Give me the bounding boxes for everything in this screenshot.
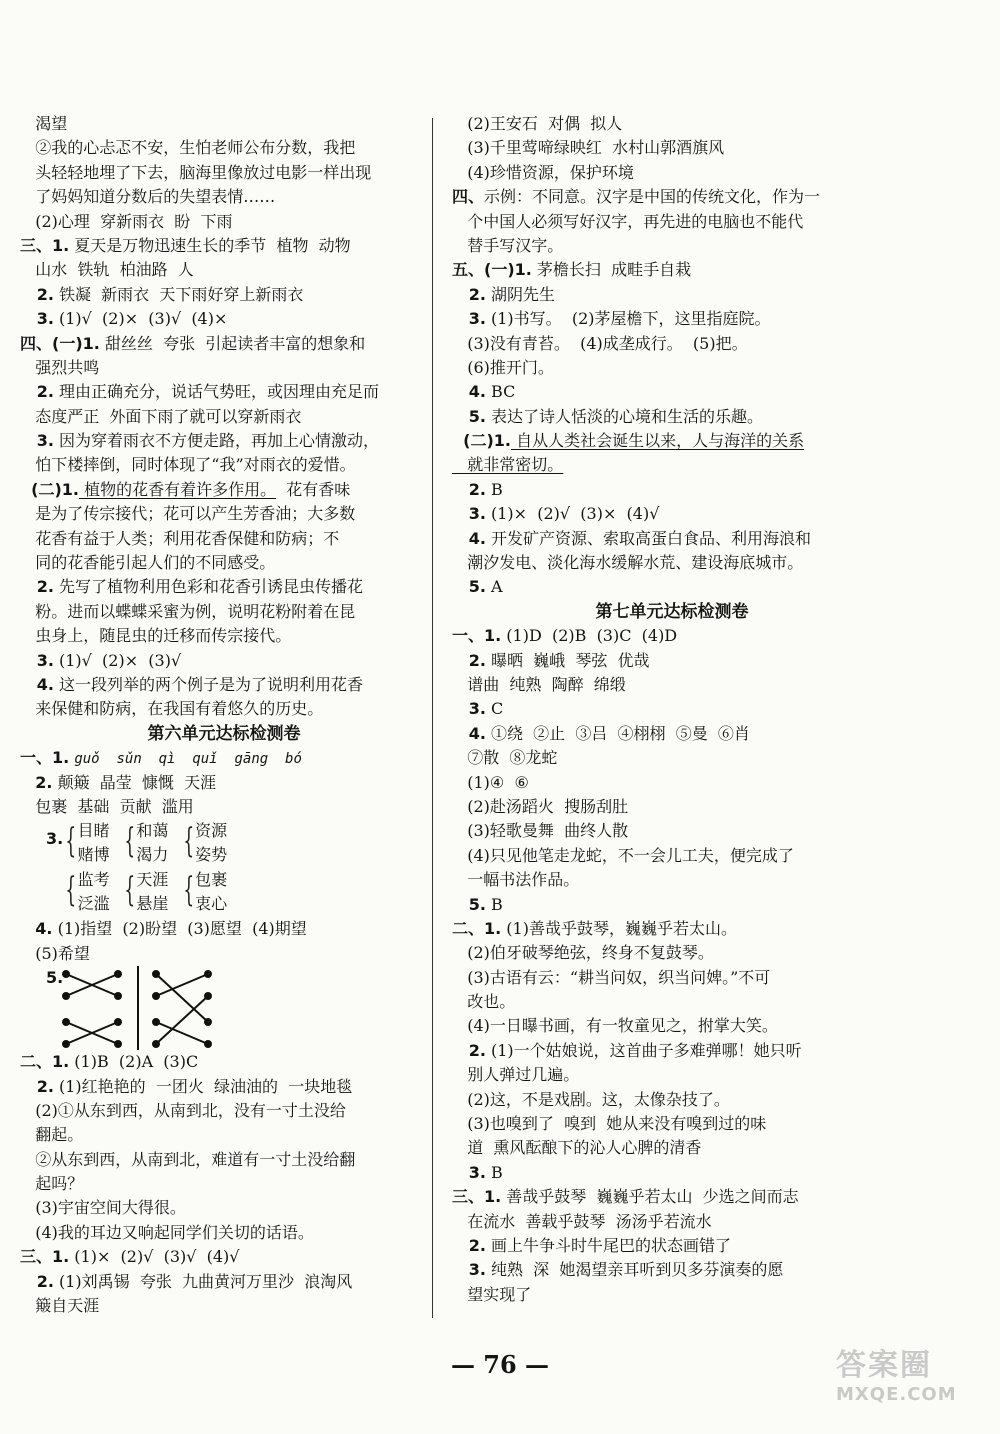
- answer-text: 山水 铁轨 柏油路 人: [20, 260, 194, 280]
- answer-line: [452, 575, 892, 599]
- answer-line: [20, 307, 428, 331]
- answer-line: [452, 307, 892, 331]
- answer-text: 先写了植物利用色彩和花香引诱昆虫传播花: [53, 577, 364, 597]
- answer-text: 甜丝丝 夸张 引起读者丰富的想象和: [99, 333, 366, 353]
- answer-text: 粉。进而以蝶蝶采蜜为例，说明花粉附着在昆: [20, 601, 356, 621]
- answer-text: 铁凝 新雨衣 天下雨好穿上新雨衣: [53, 284, 304, 304]
- answer-line: [452, 380, 892, 404]
- answer-line: [452, 210, 892, 234]
- answer-line: [452, 502, 892, 526]
- answer-text: 善哉乎鼓琴 巍巍乎若太山 少选之间而志: [501, 1187, 799, 1207]
- question-number: 4.: [20, 674, 54, 694]
- matching-diagram: [62, 966, 262, 1050]
- answer-line: [20, 453, 428, 477]
- answer-text: 强烈共鸣: [20, 357, 100, 377]
- answer-line: [452, 966, 892, 990]
- unit6-q5: [20, 966, 428, 1050]
- question-number: 5.: [452, 406, 486, 426]
- q-number: 一、1.: [20, 748, 70, 768]
- answer-line: [20, 332, 428, 356]
- q-number: 3.: [46, 829, 64, 849]
- answer-text: BC: [485, 382, 516, 402]
- answer-line: [452, 1234, 892, 1258]
- question-number: 3.: [452, 309, 486, 329]
- question-number: 2.: [452, 1235, 486, 1255]
- answer-line: [20, 1245, 428, 1269]
- answer-line: [452, 136, 892, 160]
- answer-text: 茅檐长扫 成畦手自栽: [531, 260, 692, 280]
- word-group: 天涯 悬崖: [136, 870, 169, 914]
- answer-text: (4)我的耳边又响起同学们关切的话语。: [20, 1222, 314, 1242]
- question-number: 2.: [452, 650, 486, 670]
- answer-text: 头轻轻地埋了下去，脑海里像放过电影一样出现: [20, 162, 372, 182]
- answer-line: [452, 1258, 892, 1282]
- answer-text: 态度严正 外面下雨了就可以穿新雨衣: [20, 406, 302, 426]
- answer-text: 谱曲 纯熟 陶醉 绵缎: [452, 674, 626, 694]
- answer-text: 花香有益于人类；利用花香保健和防病；不: [20, 528, 340, 548]
- page-number: — 76 —: [450, 1350, 550, 1379]
- answer-text: 开发矿产资源、索取高蛋白食品、利用海浪和: [485, 528, 812, 548]
- answer-line: [452, 1014, 892, 1038]
- question-number: 三、1.: [452, 1187, 502, 1207]
- answer-text: 怕下楼摔倒，同时体现了“我”对雨衣的爱惜。: [20, 455, 356, 475]
- answer-text: 渴望: [20, 114, 68, 133]
- underlined-answer: 植物的花香有着许多作用。: [78, 479, 277, 499]
- question-number: 3.: [452, 699, 486, 719]
- answer-line: [452, 332, 892, 356]
- brace-icon: {: [182, 821, 194, 862]
- brace-icon: {: [65, 821, 77, 862]
- answer-text: B: [485, 479, 503, 499]
- answer-text: (3)轻歌曼舞 曲终人散: [452, 821, 629, 841]
- answer-line: [452, 673, 892, 697]
- answer-line: [20, 1172, 428, 1196]
- answer-text: 簸自天涯: [20, 1296, 100, 1316]
- question-number: 二、1.: [20, 1052, 70, 1072]
- answer-line: [20, 478, 428, 502]
- answer-line: [20, 234, 428, 258]
- question-number: 一、1.: [452, 626, 502, 646]
- answer-line: [20, 1075, 428, 1099]
- answer-line: [452, 1283, 892, 1307]
- answer-line: [20, 1196, 428, 1220]
- answer-text: (3)也嗅到了 嗅到 她从来没有嗅到过的味: [452, 1114, 767, 1134]
- unit6-title: 第六单元达标检测卷: [147, 723, 301, 744]
- section-heading: 第七单元达标检测卷: [595, 601, 749, 622]
- answer-text: 道 熏风酝酿下的沁人心脾的清香: [452, 1138, 702, 1158]
- answer-line: [452, 844, 892, 868]
- answer-text: 替手写汉字。: [452, 235, 564, 255]
- answer-line: [20, 112, 428, 136]
- word-group: 监考 泛滥: [77, 870, 110, 914]
- answer-line: [452, 1161, 892, 1185]
- answer-text: 是为了传宗接代；花可以产生芳香油；大多数: [20, 504, 356, 524]
- answer-line: [20, 405, 428, 429]
- answer-text: 示例：不同意。汉字是中国的传统文化，作为一: [484, 187, 821, 207]
- answer-line: [452, 795, 892, 819]
- answer-line: [452, 1185, 892, 1209]
- question-number: 2.: [20, 1076, 54, 1096]
- brace-icon: {: [124, 821, 135, 862]
- answer-line: [452, 405, 892, 429]
- answer-text: 颠簸 晶莹 慷慨 天涯: [52, 772, 217, 792]
- answer-text: (1)书写。 (2)茅屋檐下，这里指庭院。: [485, 309, 771, 329]
- question-number: 3.: [20, 309, 54, 329]
- right-column: [452, 112, 892, 1307]
- answer-text: ②从东到西，从南到北，难道有一寸土没给翻: [20, 1149, 356, 1169]
- answer-line: [20, 575, 428, 599]
- answer-text: C: [485, 699, 504, 719]
- answer-line: [452, 1136, 892, 1160]
- unit6-q1: [20, 746, 428, 770]
- answer-line: [20, 258, 428, 282]
- answer-line: [20, 1099, 428, 1123]
- question-number: 2.: [452, 284, 486, 304]
- answer-line: [452, 917, 892, 941]
- answer-text: (1)√ (2)× (3)√: [53, 650, 182, 670]
- question-number: 2.: [20, 382, 54, 402]
- answer-line: [452, 990, 892, 1014]
- answer-text: (1)红艳艳的 一团火 绿油油的 一块地毯: [53, 1076, 353, 1096]
- answer-text: (1)善哉乎鼓琴，巍巍乎若太山。: [501, 918, 737, 938]
- answer-line: [452, 1210, 892, 1234]
- answer-line: [20, 502, 428, 526]
- question-number: 三、1.: [20, 235, 70, 255]
- answer-line: [20, 624, 428, 648]
- answer-line: [20, 356, 428, 380]
- answer-text: 了妈妈知道分数后的失望表情……: [20, 187, 276, 207]
- answer-line: [20, 649, 428, 673]
- answer-line: [20, 1148, 428, 1172]
- question-number: 2.: [20, 284, 54, 304]
- column-divider: [432, 118, 433, 1318]
- answer-text: 潮汐发电、淡化海水缓解水荒、建设海底城市。: [452, 553, 804, 573]
- answer-text: ①绕 ②止 ③吕 ④栩栩 ⑤曼 ⑥肖: [485, 723, 750, 743]
- question-number: 四、: [452, 187, 485, 207]
- answer-line: [20, 1294, 428, 1318]
- question-number: 2.: [20, 1271, 54, 1291]
- answer-text: 翻起。: [20, 1125, 84, 1145]
- answer-line: [452, 624, 892, 648]
- answer-text: 湖阴先生: [485, 284, 556, 304]
- question-number: 三、1.: [20, 1247, 70, 1267]
- answer-line: [452, 551, 892, 575]
- word-group: 资源 姿势: [195, 821, 228, 865]
- underlined-answer: 就非常密切。: [452, 455, 564, 475]
- answer-line: [20, 283, 428, 307]
- answer-text: (1)④ ⑥: [452, 772, 529, 792]
- question-number: 五、(一)1.: [452, 260, 532, 280]
- answer-line: [452, 746, 892, 770]
- unit6-q3: [20, 819, 428, 917]
- answer-text: (2)王安石 对偶 拟人: [452, 114, 623, 133]
- answer-text: 理由正确充分，说话气势旺，或因理由充足而: [53, 382, 380, 402]
- answer-line: [20, 1270, 428, 1294]
- answer-text: (2)这，不是戏剧。这，太像杂技了。: [452, 1089, 730, 1109]
- answer-line: [20, 551, 428, 575]
- left-column: [20, 112, 428, 1318]
- answer-line: [452, 819, 892, 843]
- question-number: (二)1.: [452, 431, 511, 451]
- unit6-q4-cont: (5)希望: [20, 943, 90, 963]
- question-number: 2.: [20, 577, 54, 597]
- answer-line: [452, 527, 892, 551]
- answer-line: [452, 722, 892, 746]
- answer-text: 纯熟 深 她渴望亲耳听到贝多芬演奏的愿: [485, 1260, 784, 1280]
- pinyin-answers: guǒ sǔn qì quǐ gāng bó: [74, 751, 302, 768]
- answer-line: [452, 1063, 892, 1087]
- answer-text: 虫身上，随昆虫的迁移而传宗接代。: [20, 626, 292, 646]
- answer-line: [452, 258, 892, 282]
- answer-text: (1)一个姑娘说，这首曲子多难弹哪！她只听: [485, 1040, 802, 1060]
- answer-line: [452, 356, 892, 380]
- answer-text: (3)没有青苔。 (4)成垄成行。 (5)把。: [452, 333, 748, 353]
- question-number: 4.: [452, 382, 486, 402]
- answer-text: ②我的心忐忑不安，生怕老师公布分数，我把: [20, 138, 356, 158]
- answer-line: [20, 185, 428, 209]
- answer-line: [452, 893, 892, 917]
- brace-icon: {: [65, 870, 77, 911]
- answer-line: [452, 1112, 892, 1136]
- brace-icon: {: [182, 870, 194, 911]
- answer-line: [452, 234, 892, 258]
- answer-line: [452, 649, 892, 673]
- answer-line: [20, 1050, 428, 1074]
- question-number: 二、1.: [452, 918, 502, 938]
- q-number: 2.: [35, 772, 53, 792]
- question-number: 4.: [452, 528, 486, 548]
- question-number: 2.: [452, 479, 486, 499]
- answer-text: 这一段列举的两个例子是为了说明利用花香: [53, 674, 364, 694]
- answer-text: (1)刘禹锡 夸张 九曲黄河万里沙 浪淘风: [53, 1271, 353, 1291]
- answer-line: [452, 185, 892, 209]
- underlined-answer: 自从人类社会诞生以来，人与海洋的关系: [510, 431, 805, 451]
- question-number: 5.: [452, 577, 486, 597]
- word-group: 包裹 衷心: [195, 870, 228, 914]
- answer-line: [452, 112, 892, 136]
- answer-text: B: [485, 1162, 503, 1182]
- answer-text: (3)宇宙空间大得很。: [20, 1198, 186, 1218]
- question-number: 5.: [452, 894, 486, 914]
- answer-text: 起吗？: [20, 1174, 84, 1194]
- answer-line: [452, 868, 892, 892]
- answer-line: [20, 697, 428, 721]
- answer-line: [20, 136, 428, 160]
- answer-text: 曝晒 巍峨 琴弦 优哉: [485, 650, 650, 670]
- answer-line: [20, 210, 428, 234]
- question-number: 3.: [20, 431, 54, 451]
- answer-line: [452, 283, 892, 307]
- answer-line: [452, 771, 892, 795]
- answer-text: 个中国人必须写好汉字，再先进的电脑也不能代: [452, 211, 804, 231]
- unit6-q2: [20, 771, 428, 795]
- answer-text: 在流水 善载乎鼓琴 汤汤乎若流水: [452, 1211, 712, 1231]
- question-number: 2.: [452, 1040, 486, 1060]
- question-number: 3.: [452, 504, 486, 524]
- answer-text: 同的花香能引起人们的不同感受。: [20, 553, 276, 573]
- answer-line: [20, 527, 428, 551]
- answer-line: [20, 1123, 428, 1147]
- answer-line: [452, 697, 892, 721]
- answer-text: (4)只见他笔走龙蛇，不一会儿工夫，便完成了: [452, 845, 794, 865]
- answer-text: A: [485, 577, 503, 597]
- answer-text: (2)伯牙破琴绝弦，终身不复鼓琴。: [452, 943, 714, 963]
- answer-text: ⑦散 ⑧龙蛇: [452, 748, 558, 768]
- answer-line: [452, 941, 892, 965]
- question-number: 3.: [452, 1162, 486, 1182]
- question-number: 4.: [452, 723, 486, 743]
- answer-text: (1)× (2)√ (3)× (4)√: [485, 504, 660, 524]
- answer-text: 花有香味: [276, 479, 351, 499]
- answer-text: 别人弹过几遍。: [452, 1065, 580, 1085]
- answer-text: 画上牛争斗时牛尾巴的状态画错了: [485, 1235, 732, 1255]
- answer-line: [452, 478, 892, 502]
- answer-line: [452, 453, 892, 477]
- unit6-q2-cont: 包裹 基础 贡献 滥用: [20, 796, 194, 816]
- answer-text: 夏天是万物迅速生长的季节 植物 动物: [69, 235, 351, 255]
- answer-line: [20, 380, 428, 404]
- answer-text: (1)√ (2)× (3)√ (4)×: [53, 309, 228, 329]
- answer-text: 因为穿着雨衣不方便走路，再加上心情激动，: [53, 431, 380, 451]
- answer-text: 改也。: [452, 992, 516, 1012]
- q-number: 4.: [35, 919, 53, 939]
- watermark-logo: 答案圈 MXQE.COM: [836, 1348, 957, 1405]
- answer-text: (2)心理 穿新雨衣 盼 下雨: [20, 211, 233, 231]
- question-number: 四、(一)1.: [20, 333, 100, 353]
- answer-text: (4)一日曝书画，有一牧童见之，拊掌大笑。: [452, 1016, 778, 1036]
- answer-text: (3)古语有云：“耕当问奴，织当问婢。”不可: [452, 967, 771, 987]
- unit6-q4: 4. (1)指望 (2)盼望 (3)愿望 (4)期望: [35, 919, 307, 939]
- answer-text: (2)①从东到西，从南到北，没有一寸土没给: [20, 1100, 346, 1120]
- answer-text: (1)B (2)A (3)C: [69, 1052, 199, 1072]
- answer-text: (4)珍惜资源，保护环境: [452, 162, 634, 182]
- answer-text: 望实现了: [452, 1284, 532, 1304]
- brace-icon: {: [124, 870, 135, 911]
- answer-text: (3)千里莺啼绿映红 水村山郭酒旗风: [452, 138, 725, 158]
- answer-line: [452, 1088, 892, 1112]
- answer-line: [452, 161, 892, 185]
- answer-text: (6)推开门。: [452, 357, 554, 377]
- question-number: 3.: [452, 1260, 486, 1280]
- word-group: 和蔼 渴力: [136, 821, 169, 865]
- answer-line: [20, 429, 428, 453]
- answer-text: (2)赴汤蹈火 搜肠刮肚: [452, 796, 629, 816]
- word-group: 目睹 赌博: [77, 821, 110, 865]
- answer-line: [20, 600, 428, 624]
- answer-line: [452, 429, 892, 453]
- answer-text: B: [485, 894, 503, 914]
- q-number: 5.: [46, 968, 64, 988]
- answer-text: (1)D (2)B (3)C (4)D: [501, 626, 678, 646]
- answer-line: [20, 161, 428, 185]
- answer-line: [20, 673, 428, 697]
- answer-text: 来保健和防病，在我国有着悠久的历史。: [20, 699, 324, 719]
- answer-text: 一幅书法作品。: [452, 870, 580, 890]
- question-number: (二)1.: [20, 479, 79, 499]
- answer-text: 表达了诗人恬淡的心境和生活的乐趣。: [485, 406, 764, 426]
- answer-line: [20, 1221, 428, 1245]
- answer-text: (1)× (2)√ (3)√ (4)√: [69, 1247, 240, 1267]
- answer-line: [452, 1039, 892, 1063]
- question-number: 3.: [20, 650, 54, 670]
